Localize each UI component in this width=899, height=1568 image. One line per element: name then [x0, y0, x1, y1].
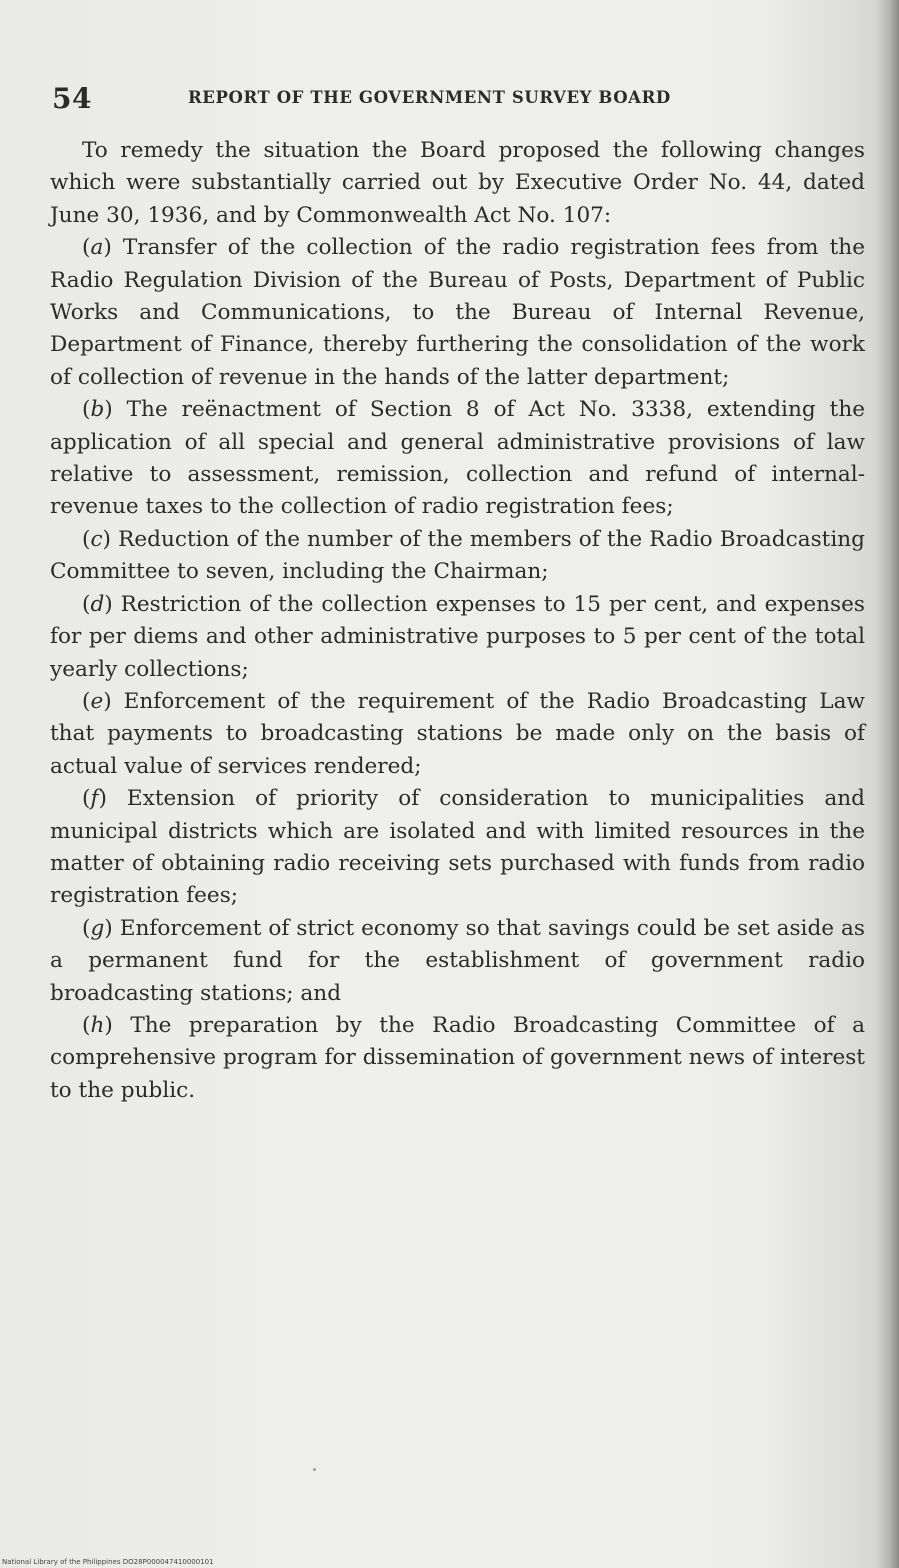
list-item: (f) Extension of priority of consideration to municipalities and municipal districts which are isolated and with limited resources in the matter of obtaining radio receiving sets purchased with funds from radio registration fees;	[50, 786, 865, 909]
item-letter: h	[90, 1012, 105, 1038]
item-letter: c	[90, 526, 103, 552]
list-item: (b) The reënactment of Section 8 of Act No. 3338, extending the application of all special and general administrative provisions of law relative to assessment, remission, collection and refund of internal-revenue taxes to the collection of radio registration fees;	[50, 397, 866, 520]
page-header	[52, 80, 872, 120]
item-text: Extension of priority of consideration to municipalities and municipal districts which are isolated and with limited resources in the matter of obtaining radio receiving sets purchased with funds from radio registration fees;	[50, 786, 865, 909]
item-letter: f	[90, 786, 99, 812]
list-item: (h) The preparation by the Radio Broadcasting Committee of a comprehensive program for dissemination of government news of interest to the public.	[50, 1012, 866, 1103]
list-item: (e) Enforcement of the requirement of the Radio Broadcasting Law that payments to broadcasting stations be made only on the basis of actual value of services rendered;	[50, 688, 865, 779]
page-edge-shadow	[877, 0, 899, 1568]
intro-paragraph: To remedy the situation the Board proposed the following changes which were substantially carried out by Executive Order No. 44, dated June 30, 1936, and by Commonwealth Act No. 107:	[50, 138, 865, 228]
list-item: (d) Restriction of the collection expenses to 15 per cent, and expenses for per diems and other administrative purposes to 5 per cent of the total yearly collections;	[50, 591, 865, 682]
list-item: (a) Transfer of the collection of the radio registration fees from the Radio Regulation Division of the Bureau of Posts, Department of Public Works and Communications, to the Bureau of Internal Revenue, Department of Finance, thereby furthering the consolidation of the work of collection of revenue in the hands of the latter department;	[50, 235, 865, 390]
item-letter: a	[90, 235, 104, 261]
item-letter: g	[90, 915, 105, 941]
item-text: Restriction of the collection expenses to 15 per cent, and expenses for per diems and other administrative purposes to 5 per cent of the total yearly collections;	[50, 591, 865, 682]
paper-speck	[313, 1468, 316, 1471]
list-item: (g) Enforcement of strict economy so that savings could be set aside as a permanent fund for the establishment of government radio broadcasting stations; and	[50, 915, 865, 1006]
running-head: REPORT OF THE GOVERNMENT SURVEY BOARD	[188, 88, 671, 107]
item-text: The reënactment of Section 8 of Act No. 3338, extending the application of all special and general administrative provisions of law relative to assessment, remission, collection and refund of internal-revenue taxes to the collection of radio registration fees;	[50, 397, 866, 520]
item-letter: e	[90, 688, 104, 714]
item-text: The preparation by the Radio Broadcasting Committee of a comprehensive program for dissemination of government news of interest to the public.	[50, 1012, 866, 1103]
body-text	[50, 135, 865, 1107]
item-text: Reduction of the number of the members of the Radio Broadcasting Committee to seven, including the Chairman;	[50, 526, 865, 585]
item-list	[50, 232, 865, 1107]
footer-credit: National Library of the Philippines DO28P000047410000101	[2, 1558, 214, 1566]
item-text: Enforcement of strict economy so that savings could be set aside as a permanent fund for the establishment of government radio broadcasting stations; and	[50, 915, 865, 1006]
item-text: Enforcement of the requirement of the Radio Broadcasting Law that payments to broadcasting stations be made only on the basis of actual value of services rendered;	[50, 688, 865, 779]
page-number: 54	[52, 82, 92, 115]
item-text: Transfer of the collection of the radio registration fees from the Radio Regulation Division of the Bureau of Posts, Department of Public Works and Communications, to the Bureau of Internal Revenue, Department of Finance, thereby furthering the consolidation of the work of collection of revenue in the hands of the latter department;	[50, 235, 865, 390]
list-item: (c) Reduction of the number of the members of the Radio Broadcasting Committee to seven, including the Chairman;	[50, 526, 865, 585]
item-letter: b	[90, 397, 105, 423]
item-letter: d	[90, 591, 105, 617]
